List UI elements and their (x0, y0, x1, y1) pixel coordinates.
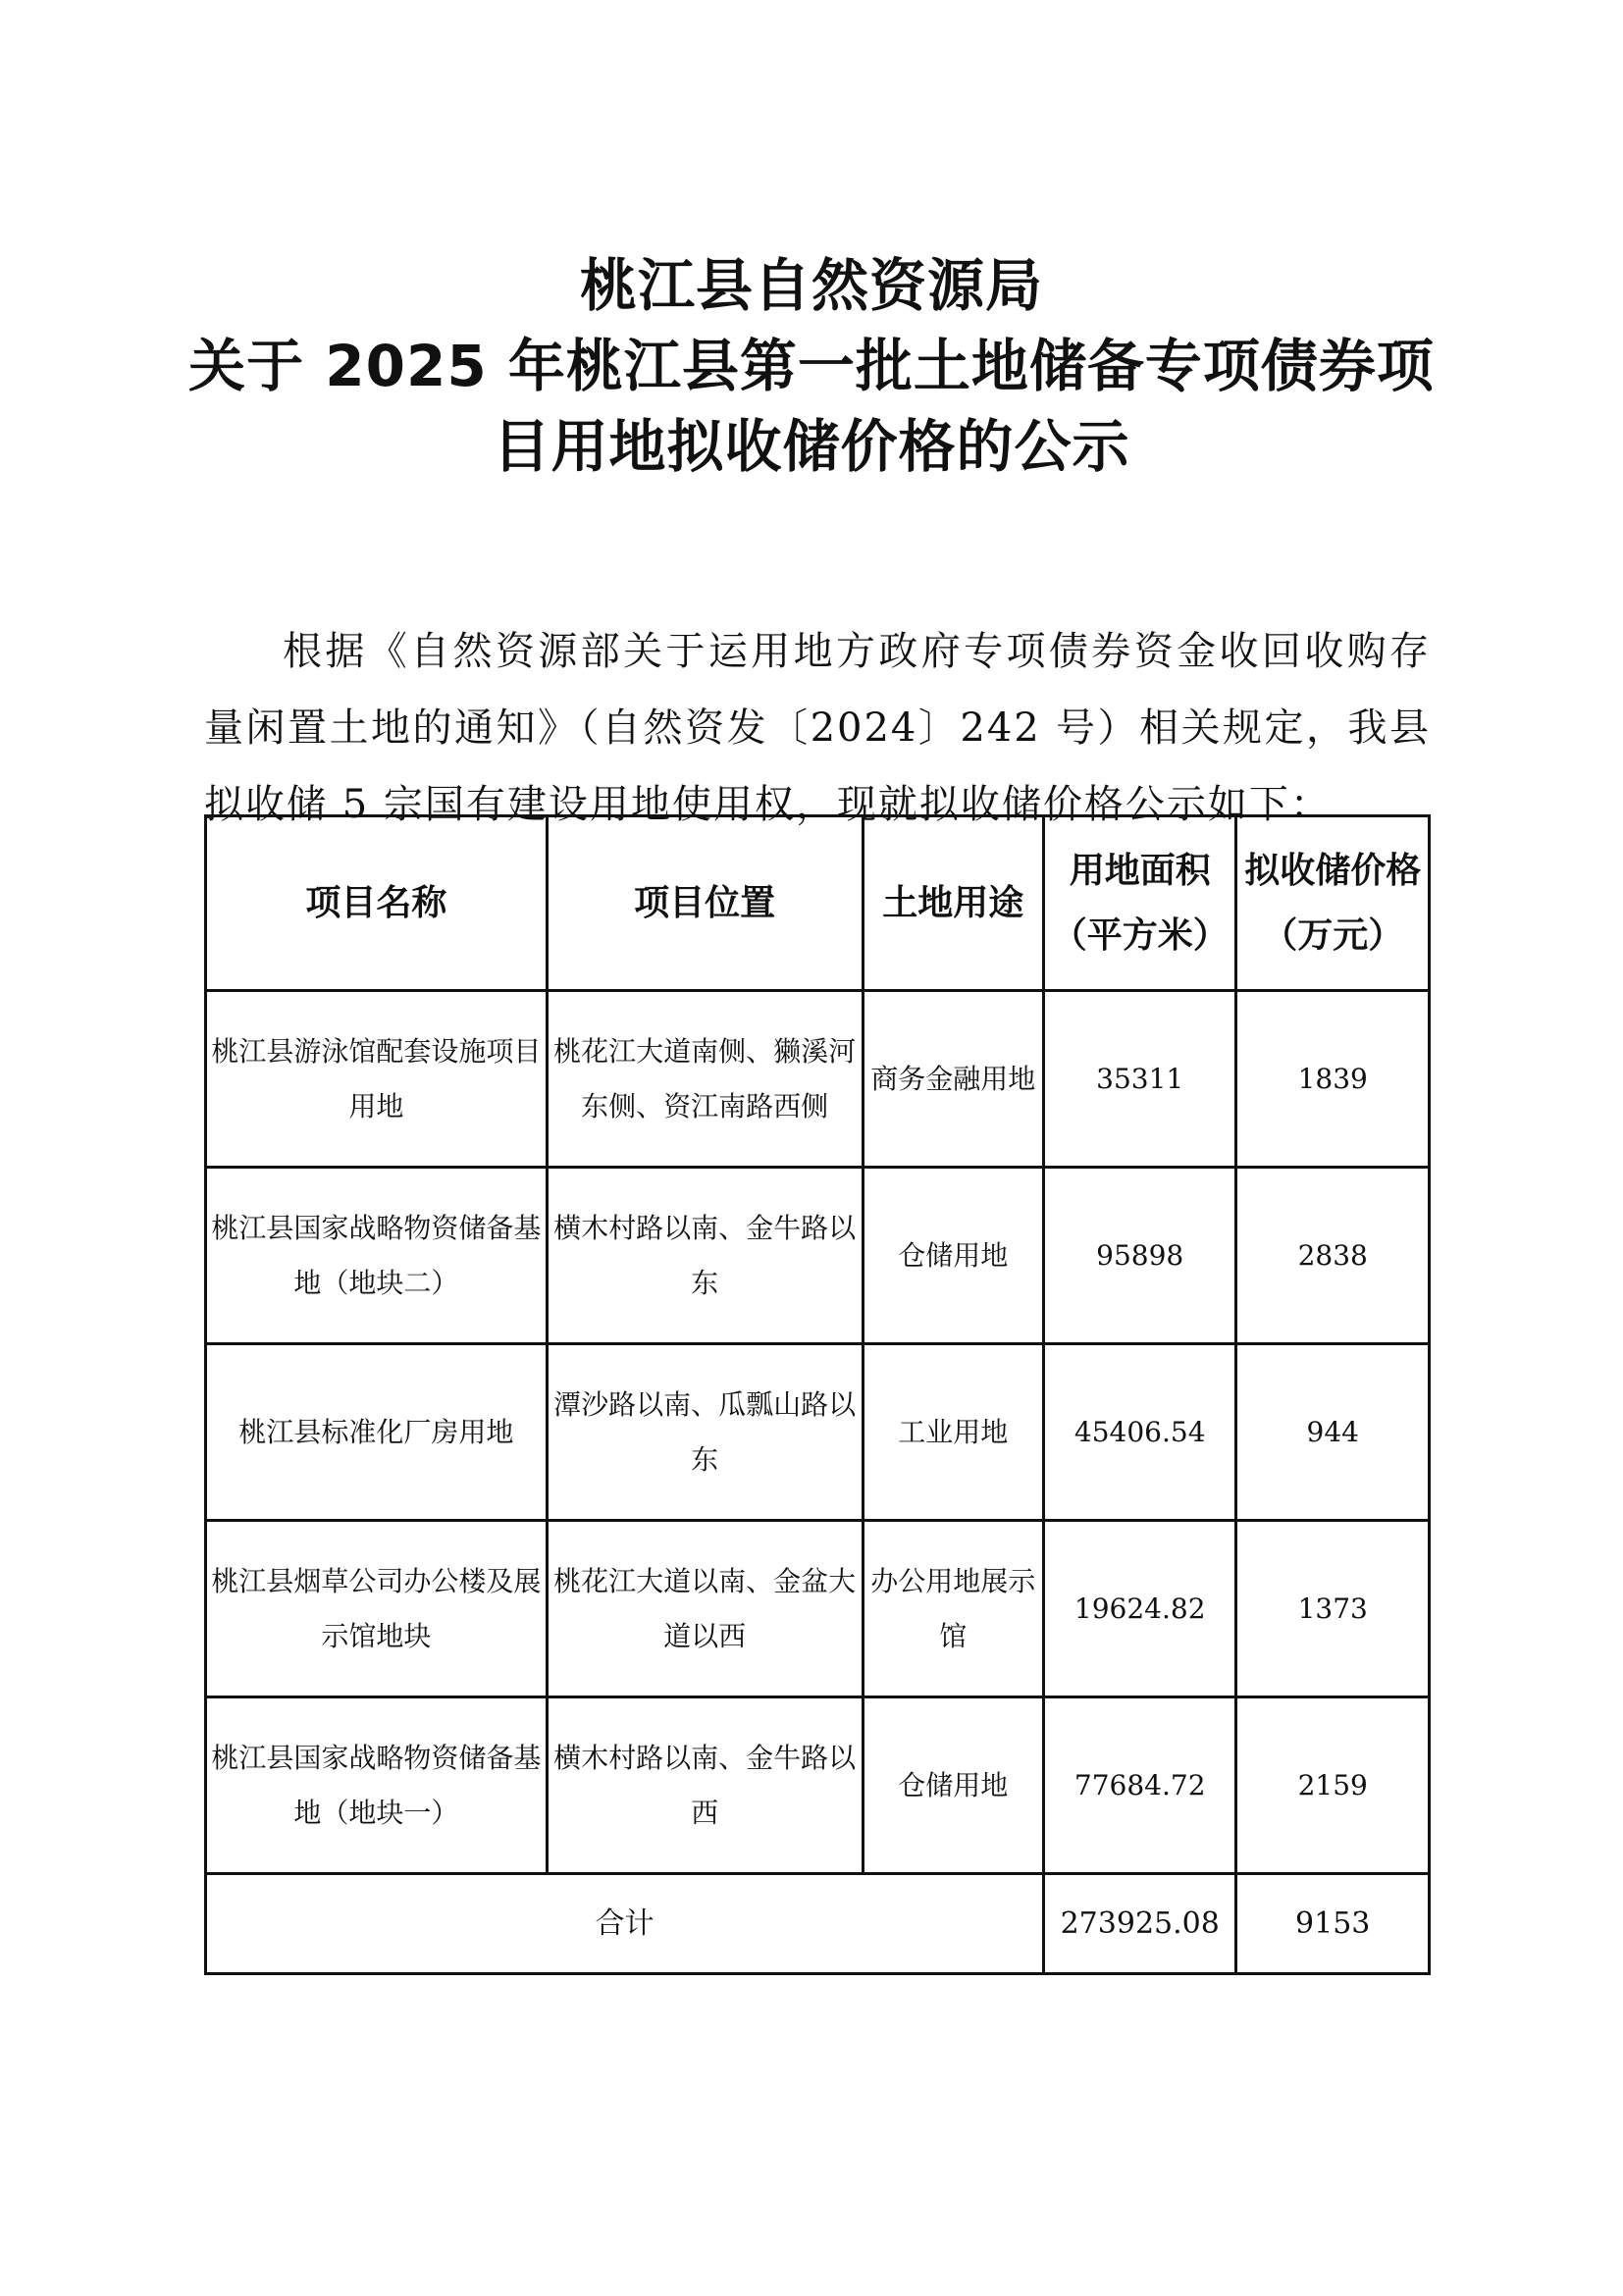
total-area: 273925.08 (1043, 1874, 1235, 1974)
header-price-unit: （万元） (1262, 914, 1404, 956)
land-price-table (204, 814, 1431, 1975)
cell-project-name: 桃江县国家战略物资储备基地（地块一） (206, 1697, 548, 1874)
table-row (206, 1344, 1430, 1521)
cell-land-area: 35311 (1043, 991, 1235, 1168)
cell-project-name: 桃江县烟草公司办公楼及展示馆地块 (206, 1521, 548, 1697)
cell-land-area: 77684.72 (1043, 1697, 1235, 1874)
cell-land-use: 商务金融用地 (863, 991, 1043, 1168)
cell-land-area: 45406.54 (1043, 1344, 1235, 1521)
cell-price: 2838 (1236, 1168, 1430, 1344)
document-title (147, 245, 1476, 487)
table-row (206, 1697, 1430, 1874)
header-price (1236, 816, 1430, 991)
table-total-row (206, 1874, 1430, 1974)
cell-land-use: 仓储用地 (863, 1168, 1043, 1344)
title-line-3: 目用地拟收储价格的公示 (493, 413, 1130, 480)
cell-project-name: 桃江县游泳馆配套设施项目用地 (206, 991, 548, 1168)
header-project-location: 项目位置 (547, 816, 863, 991)
total-price: 9153 (1236, 1874, 1430, 1974)
table-row (206, 1168, 1430, 1344)
table-header-row (206, 816, 1430, 991)
cell-price: 1839 (1236, 991, 1430, 1168)
total-label: 合计 (206, 1874, 1044, 1974)
cell-price: 1373 (1236, 1521, 1430, 1697)
cell-project-name: 桃江县国家战略物资储备基地（地块二） (206, 1168, 548, 1344)
cell-project-location: 横木村路以南、金牛路以东 (547, 1168, 863, 1344)
table-row (206, 991, 1430, 1168)
header-land-area-label: 用地面积 (1069, 850, 1211, 891)
cell-price: 2159 (1236, 1697, 1430, 1874)
cell-project-location: 桃花江大道南侧、獭溪河东侧、资江南路西侧 (547, 991, 863, 1168)
title-line-2: 关于 2025 年桃江县第一批土地储备专项债券项 (188, 333, 1435, 399)
header-land-use: 土地用途 (863, 816, 1043, 991)
header-land-area-unit: （平方米） (1051, 914, 1229, 956)
header-project-name: 项目名称 (206, 816, 548, 991)
cell-land-use: 仓储用地 (863, 1697, 1043, 1874)
cell-project-name: 桃江县标准化厂房用地 (206, 1344, 548, 1521)
cell-land-use: 工业用地 (863, 1344, 1043, 1521)
table-row (206, 1521, 1430, 1697)
cell-price: 944 (1236, 1344, 1430, 1521)
title-line-1: 桃江县自然资源局 (579, 252, 1043, 319)
cell-land-area: 95898 (1043, 1168, 1235, 1344)
intro-paragraph: 根据《自然资源部关于运用地方政府专项债券资金收回收购存量闲置土地的通知》（自然资发〔2024〕242 号）相关规定，我县拟收储 5 宗国有建设用地使用权，现就拟收储价格公示如下： (204, 629, 1431, 827)
cell-land-use: 办公用地展示馆 (863, 1521, 1043, 1697)
header-price-label: 拟收储价格 (1244, 850, 1422, 891)
cell-project-location: 潭沙路以南、瓜瓢山路以东 (547, 1344, 863, 1521)
cell-land-area: 19624.82 (1043, 1521, 1235, 1697)
header-land-area (1043, 816, 1235, 991)
cell-project-location: 横木村路以南、金牛路以西 (547, 1697, 863, 1874)
cell-project-location: 桃花江大道以南、金盆大道以西 (547, 1521, 863, 1697)
